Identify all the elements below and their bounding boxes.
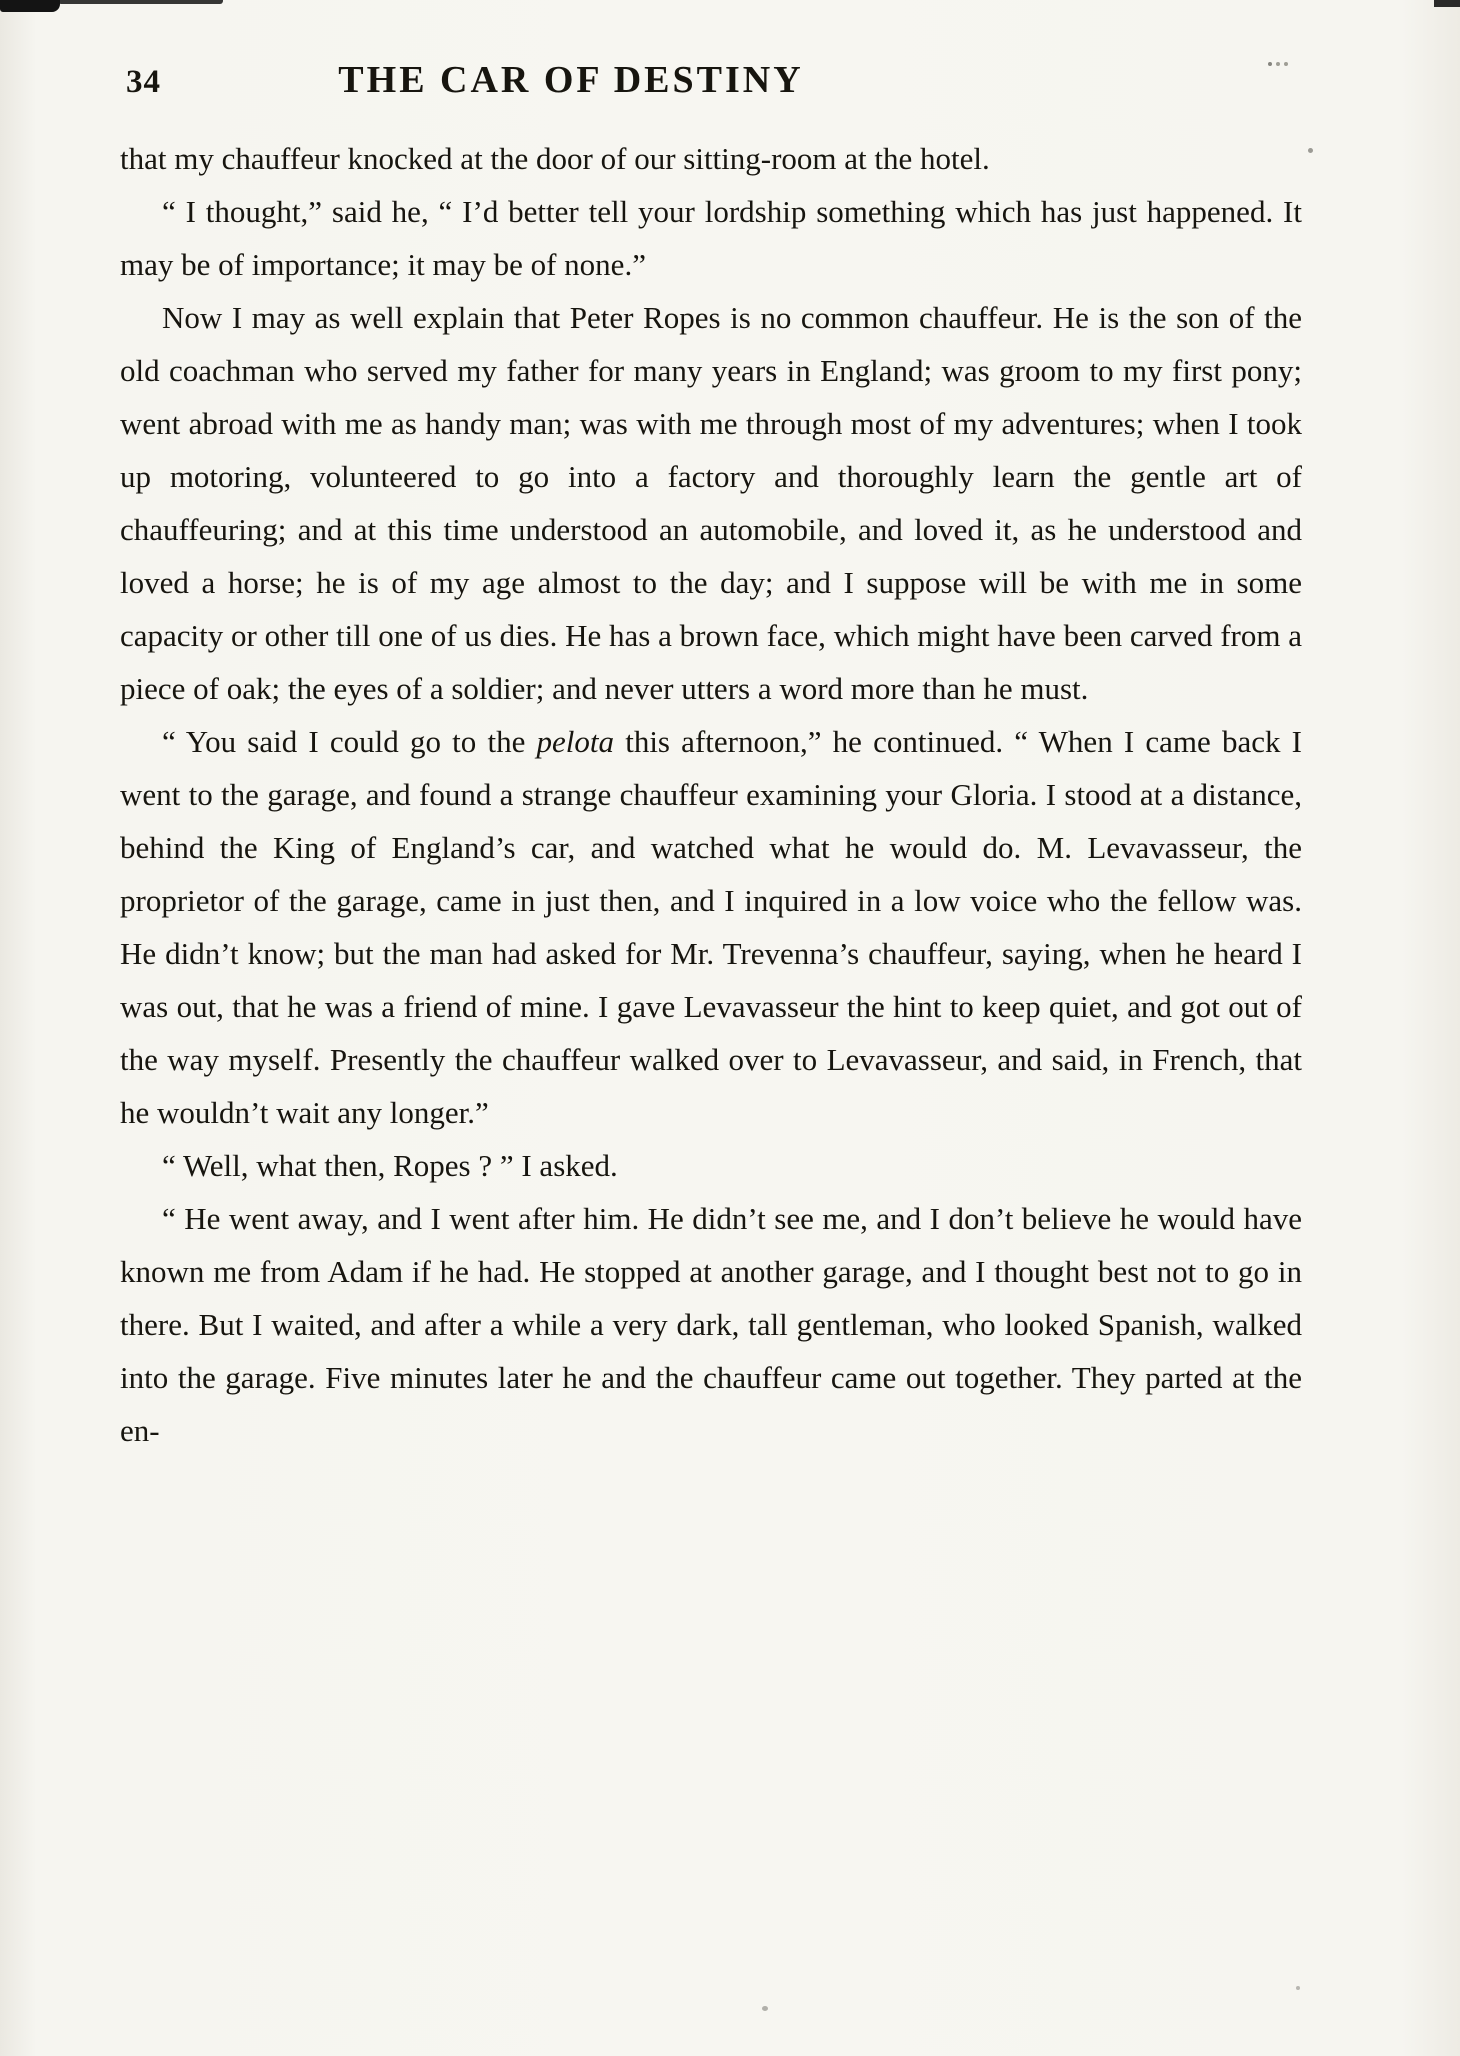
scan-artifact <box>1308 148 1313 153</box>
page-header <box>120 58 1302 108</box>
paragraph: “ I thought,” said he, “ I’d better tell your lordship something which has just happened. It may be of importance; it may be of none.” <box>120 194 1302 282</box>
scan-artifact <box>58 0 223 4</box>
running-title: THE CAR OF DESTINY <box>338 59 804 101</box>
paragraph <box>120 715 1302 1139</box>
paragraph-text: this afternoon,” he continued. “ When I came back I went to the garage, and found a strange chauffeur examining your Gloria. I stood at a distance, behind the King of England’s car, and watched what he would do. M. Levavasseur, the proprietor of the garage, came in just then, and I inquired in a low voice who the fellow was. He didn’t know; but the man had asked for Mr. Trevenna’s chauffeur, saying, when he heard I was out, that he was a friend of mine. I gave Levavasseur the hint to keep quiet, and got out of the way myself. Presently the chauffeur walked over to Levavasseur, and said, in French, that he wouldn’t wait any longer.” <box>120 724 1302 1130</box>
paragraph: “ Well, what then, Ropes ? ” I asked. <box>162 1148 618 1183</box>
scan-artifact <box>1434 0 1460 7</box>
paragraph-text: “ You said I could go to the <box>162 724 537 759</box>
page-number: 34 <box>126 64 161 100</box>
paragraph: Now I may as well explain that Peter Ropes is no common chauffeur. He is the son of the old coachman who served my father for many years in England; was groom to my first pony; went abroad with me as handy man; was with me through most of my adventures; when I took up motoring, volunteered to go into a factory and thoroughly learn the gentle art of chauffeuring; and at this time understood an automobile, and loved it, as he understood and loved a horse; he is of my age almost to the day; and I suppose will be with me in some capacity or other till one of us dies. He has a brown face, which might have been carved from a piece of oak; the eyes of a soldier; and never utters a word more than he must. <box>120 300 1302 706</box>
paragraph: that my chauffeur knocked at the door of our sitting-room at the hotel. <box>120 141 990 176</box>
italic-word: pelota <box>536 724 615 759</box>
paragraph: “ He went away, and I went after him. He didn’t see me, and I don’t believe he would have known me from Adam if he had. He stopped at another garage, and I thought best not to go in there. But I waited, and after a while a very dark, tall gentleman, who looked Spanish, walked into the garage. Five minutes later he and the chauffeur came out together. They parted at the en- <box>120 1201 1302 1448</box>
text-block <box>120 132 1302 1457</box>
scan-artifact <box>1296 1986 1300 1990</box>
scan-artifact <box>762 2006 768 2011</box>
scan-artifact <box>0 0 60 12</box>
